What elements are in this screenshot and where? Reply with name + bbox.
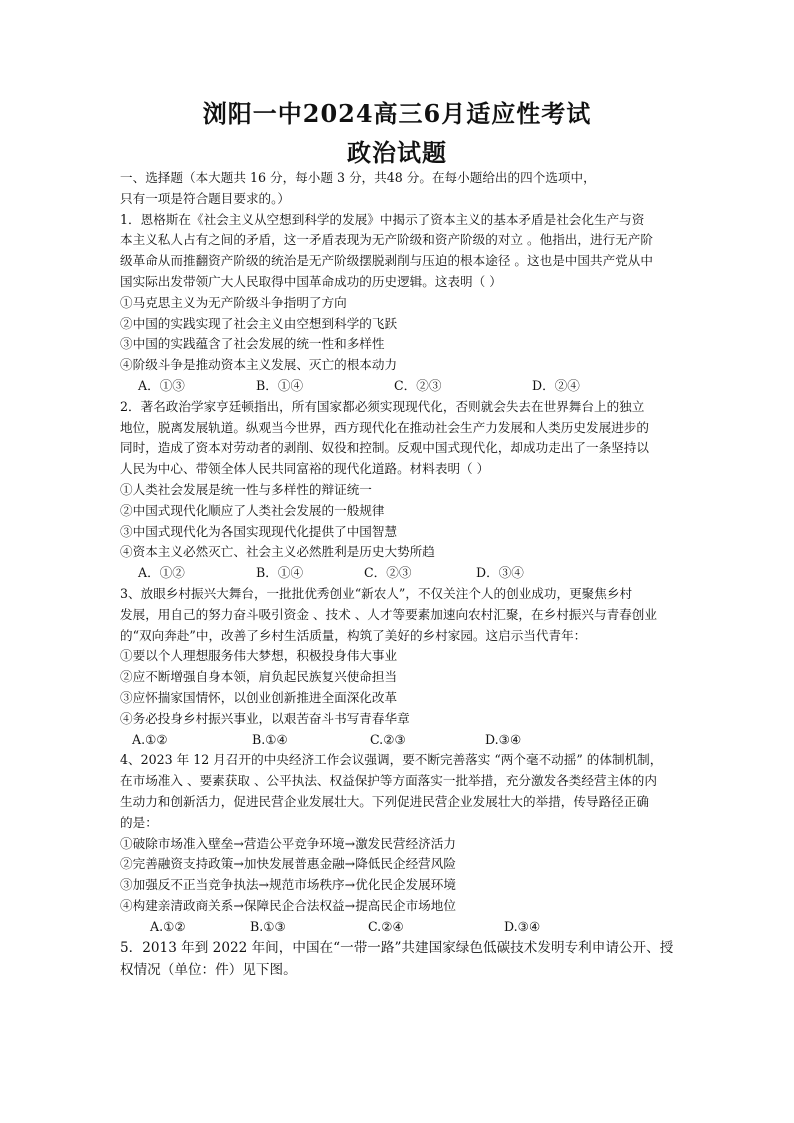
question-stem-line: 1．恩格斯在《社会主义从空想到科学的发展》中揭示了资本主义的基本矛盾是社会化生产与资: [120, 211, 645, 227]
option-c: C.②③: [370, 731, 406, 747]
answer-options: [120, 730, 680, 751]
option-b: B．①④: [256, 377, 304, 393]
question-stem-line: 本主义私人占有之间的矛盾，这一矛盾表现为无产阶级和资产阶级的对立 。他指出，进行无产阶: [120, 232, 653, 248]
statement-item: ①人类社会发展是统一性与多样性的辩证统一: [120, 481, 372, 497]
answer-options: [120, 376, 680, 397]
statement-item: ④资本主义必然灭亡、社会主义必然胜利是历史大势所趋: [120, 544, 435, 560]
option-b: B.①④: [252, 731, 288, 747]
option-c: C．②③: [394, 377, 442, 393]
option-d: D.③④: [504, 918, 541, 934]
option-a: A.①②: [150, 918, 186, 934]
question-stem-line: 生动力和创新活力，促进民营企业发展壮大。下列促进民营企业发展壮大的举措，传导路径正确: [120, 793, 649, 809]
option-c: C.②④: [368, 918, 404, 934]
option-a: A.①②: [132, 731, 168, 747]
question-stem-line: 的是：: [120, 814, 158, 830]
statement-item: ①破除市场准入壁垒→营造公平竞争环境→激发民营经济活力: [120, 835, 456, 851]
question-3: [120, 584, 680, 750]
exam-body: [120, 168, 680, 981]
answer-options: [120, 563, 680, 584]
statement-item: ④阶级斗争是推动资本主义发展、灭亡的根本动力: [120, 357, 398, 373]
question-stem-line: 同时，造成了资本对劳动者的剥削、奴役和控制。反观中国式现代化，却成功走出了一条坚持以: [120, 440, 649, 456]
question-1: [120, 210, 680, 397]
statement-item: ②中国的实践实现了社会主义由空想到科学的飞跃: [120, 315, 398, 331]
question-stem-line: 人民为中心、带领全体人民共同富裕的现代化道路。材料表明（ ）: [120, 461, 490, 477]
question-stem-line: 3、放眼乡村振兴大舞台，一批批优秀创业“新农人”，不仅关注个人的创业成功，更聚焦乡村: [120, 585, 633, 601]
question-stem-line: 地位，脱离发展轨道。纵观当今世界，西方现代化在推动社会生产力发展和人类历史发展进步的: [120, 419, 649, 435]
statement-item: ②应不断增强自身本领，肩负起民族复兴使命担当: [120, 669, 398, 685]
statement-item: ④务必投身乡村振兴事业，以艰苦奋斗书写青春华章: [120, 710, 410, 726]
exam-title: 浏阳一中2024高三6月适应性考试: [202, 99, 592, 128]
statement-item: ③中国式现代化为各国实现现代化提供了中国智慧: [120, 523, 398, 539]
question-5: [120, 937, 680, 981]
question-stem-line: 级革命从而推翻资产阶级的统治是无产阶级摆脱剥削与压迫的根本途径 。这也是中国共产党从中: [120, 253, 653, 269]
section-instructions: [120, 168, 680, 210]
option-d: D．③④: [476, 565, 524, 581]
question-4: [120, 750, 680, 937]
statement-item: ④构建亲清政商关系→保障民企合法权益→提高民企市场地位: [120, 897, 456, 913]
question-stem-line: 发展，用自己的努力奋斗吸引资金 、技术 、人才等要素加速向农村汇聚，在乡村振兴与青春创业: [120, 606, 657, 622]
statement-item: ②完善融资支持政策→加快发展普惠金融→降低民企经营风险: [120, 856, 456, 872]
statement-item: ③中国的实践蕴含了社会发展的统一性和多样性: [120, 336, 385, 352]
question-stem-line: 5．2013 年到 2022 年间，中国在“一带一路”共建国家绿色低碳技术发明专利申请公开、授: [120, 940, 674, 957]
question-stem-line: 的“双向奔赴”中，改善了乡村生活质量，构筑了美好的乡村家园。这启示当代青年：: [120, 627, 587, 643]
question-stem-line: 2．著名政治学家亨廷顿指出，所有国家都必须实现现代化，否则就会失去在世界舞台上的独立: [120, 398, 645, 414]
option-b: B．①④: [256, 565, 304, 581]
question-stem-line: 4、2023 年 12 月召开的中央经济工作会议强调，要不断完善落实 “两个毫不动摇” 的体制机制，: [120, 752, 663, 768]
statement-item: ③加强反不正当竞争执法→规范市场秩序→优化民企发展环境: [120, 877, 456, 893]
option-a: A．①③: [138, 377, 185, 393]
statement-item: ①马克思主义为无产阶级斗争指明了方向: [120, 294, 347, 310]
option-a: A．①②: [138, 565, 185, 581]
option-c: C．②③: [364, 565, 412, 581]
question-2: [120, 397, 680, 584]
option-d: D．②④: [532, 377, 580, 393]
option-b: B.①③: [250, 918, 286, 934]
section-line: 一、选择题（本大题共 16 分，每小题 3 分，共48 分。在每小题给出的四个选项中，: [120, 170, 596, 185]
statement-item: ①要以个人理想服务伟大梦想，积极投身伟大事业: [120, 648, 398, 664]
question-stem-line: 权情况（单位：件）见下图。: [120, 962, 297, 979]
question-stem-line: 国实际出发带领广大人民取得中国革命成功的历史逻辑。这表明（ ）: [120, 273, 502, 289]
option-d: D.③④: [485, 731, 522, 747]
statement-item: ②中国式现代化顺应了人类社会发展的一般规律: [120, 502, 385, 518]
answer-options: [120, 917, 680, 938]
exam-subtitle: 政治试题: [347, 138, 447, 167]
section-line: 只有一项是符合题目要求的。）: [120, 190, 291, 206]
question-stem-line: 在市场准入 、要素获取 、公平执法、权益保护等方面落实一批举措，充分激发各类经营主体的内: [120, 773, 657, 789]
statement-item: ③应怀揣家国情怀，以创业创新推进全面深化改革: [120, 689, 398, 705]
